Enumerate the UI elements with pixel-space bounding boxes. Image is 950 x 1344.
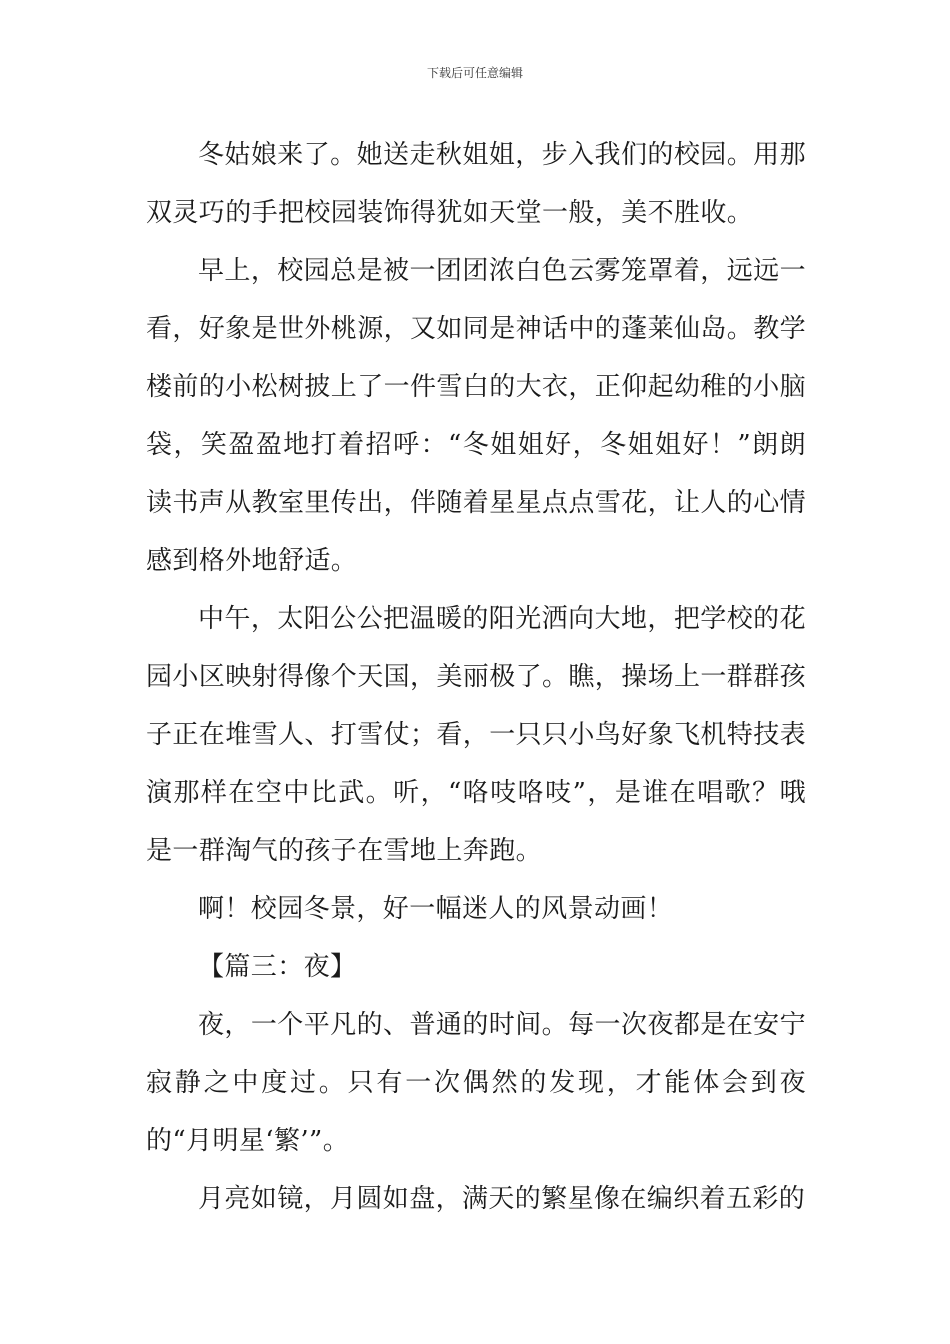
document-body <box>146 126 806 1228</box>
paragraph-exclamation: 啊！校园冬景，好一幅迷人的风景动画！ <box>198 894 674 924</box>
paragraph-night-intro: 夜，一个平凡的、普通的时间。每一次夜都是在安宁寂静之中度过。只有一次偶然的发现，才能体会到夜的“月明星‘繁’”。 <box>146 1010 806 1156</box>
page-header: 下载后可任意编辑 <box>426 66 523 80</box>
paragraph-morning: 早上，校园总是被一团团浓白色云雾笼罩着，远远一看，好象是世外桃源，又如同是神话中的蓬莱仙岛。教学楼前的小松树披上了一件雪白的大衣，正仰起幼稚的小脑袋，笑盈盈地打着招呼：“冬姐姐好，冬姐姐好！”朗朗读书声从教室里传出，伴随着星星点点雪花，让人的心情感到格外地舒适。 <box>146 256 807 576</box>
section-heading-night: 【篇三：夜】 <box>198 952 357 982</box>
paragraph-noon: 中午，太阳公公把温暖的阳光洒向大地，把学校的花园小区映射得像个天国，美丽极了。瞧，操场上一群群孩子正在堆雪人、打雪仗；看，一只只小鸟好象飞机特技表演那样在空中比武。听，“咯吱咯吱”，是谁在唱歌？哦是一群淘气的孩子在雪地上奔跑。 <box>146 604 807 866</box>
paragraph-winter-arrival: 冬姑娘来了。她送走秋姐姐，步入我们的校园。用那双灵巧的手把校园装饰得犹如天堂一般，美不胜收。 <box>146 140 806 228</box>
paragraph-moon: 月亮如镜，月圆如盘，满天的繁星像在编织着五彩的 <box>198 1184 806 1214</box>
